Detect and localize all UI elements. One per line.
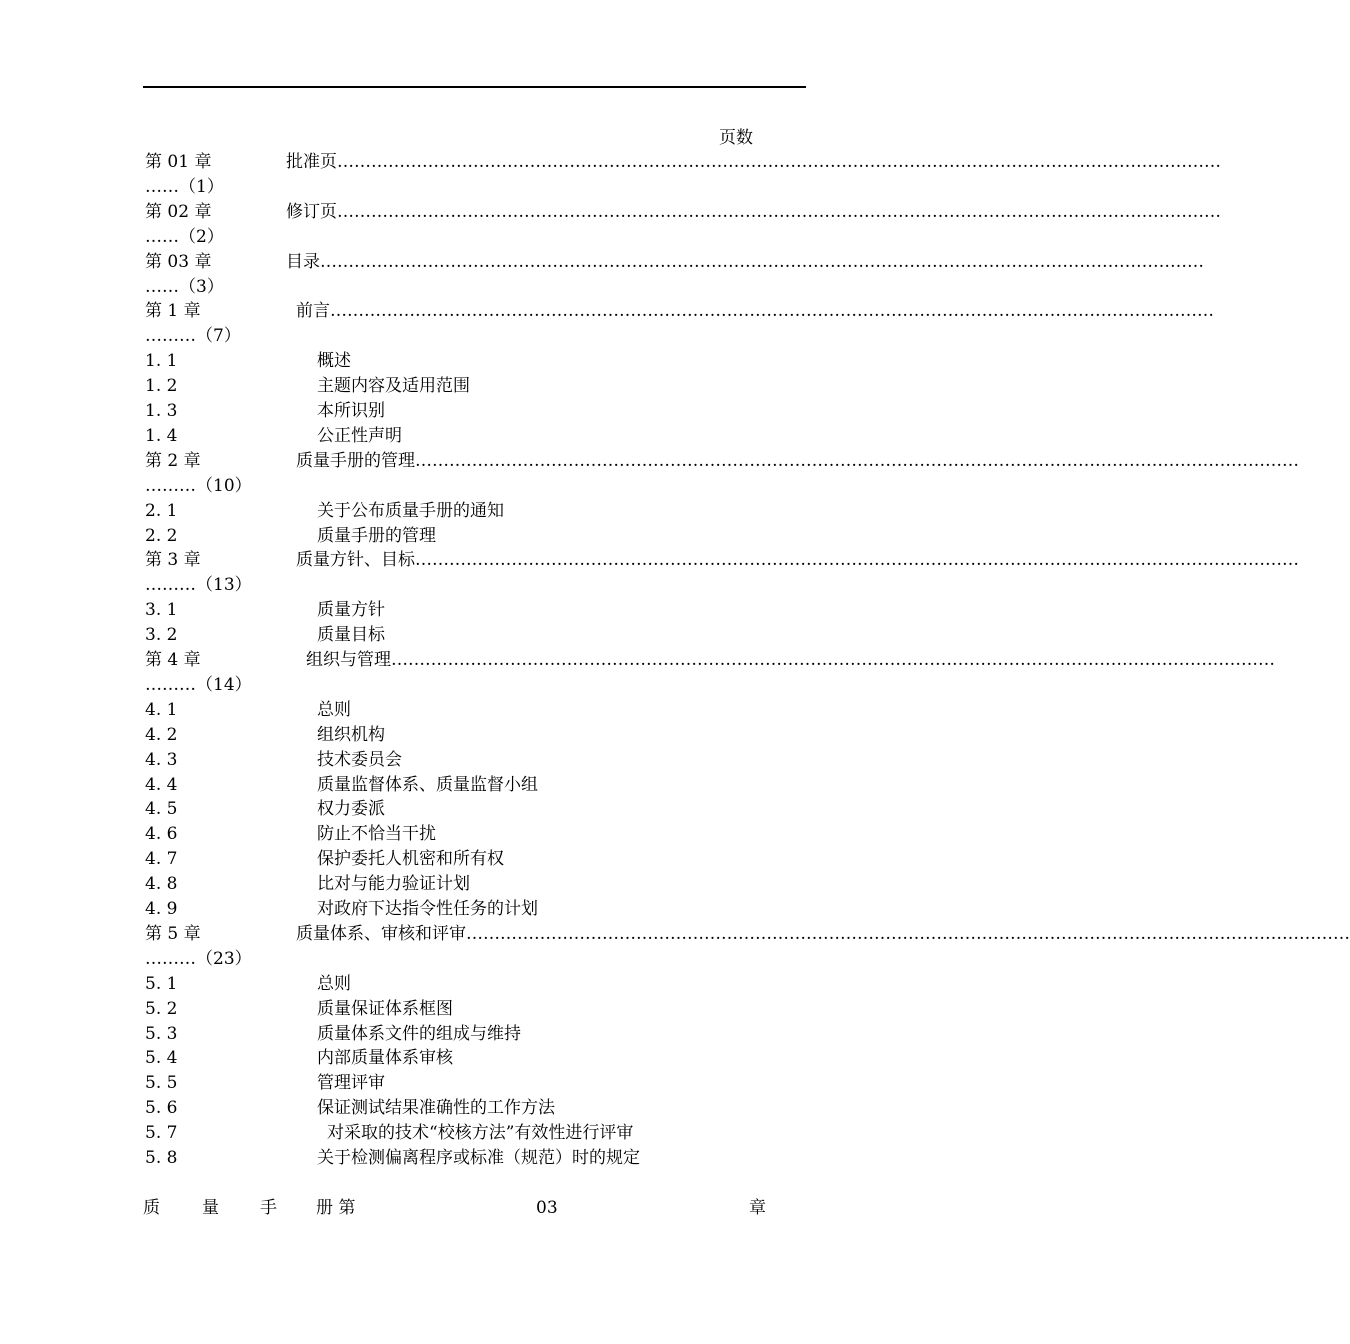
chapter-title: 质量体系、审核和评审 xyxy=(296,923,466,944)
section-title: 总则 xyxy=(317,973,351,994)
section-number: 5. 5 xyxy=(145,1073,178,1094)
section-number: 4. 1 xyxy=(145,699,178,720)
chapter-title: 批准页 xyxy=(286,152,337,172)
section-number: 4. 3 xyxy=(145,749,178,770)
section-number: 5. 2 xyxy=(145,998,178,1019)
chapter-number: 第 5 章 xyxy=(145,923,201,944)
section-number: 4. 9 xyxy=(145,899,178,919)
chapter-title: 质量方针、目标 xyxy=(296,550,415,571)
section-title: 对采取的技术“校核方法”有效性进行评审 xyxy=(327,1123,634,1144)
section-number: 5. 1 xyxy=(145,973,178,994)
chapter-title: 组织与管理 xyxy=(306,650,391,670)
footer-char-1: 质 xyxy=(143,1198,160,1218)
chapter-number: 第 1 章 xyxy=(145,301,201,322)
section-title: 对政府下达指令性任务的计划 xyxy=(317,899,538,919)
section-title: 权力委派 xyxy=(317,799,385,820)
section-number: 3. 2 xyxy=(145,625,178,646)
section-number: 1. 3 xyxy=(145,401,178,421)
chapter-page-number: ………（14） xyxy=(145,674,252,695)
section-number: 2. 2 xyxy=(145,525,178,546)
section-number: 4. 2 xyxy=(145,724,178,745)
leader-dots: ………………………………………………………………………………………………………………………………………… xyxy=(337,201,1221,222)
section-title: 保证测试结果准确性的工作方法 xyxy=(317,1098,555,1119)
section-number: 5. 8 xyxy=(145,1148,178,1168)
section-number: 5. 6 xyxy=(145,1098,178,1119)
chapter-number: 第 3 章 xyxy=(145,550,201,571)
leader-dots: ………………………………………………………………………………………………………………………………………… xyxy=(391,650,1275,670)
section-title: 内部质量体系审核 xyxy=(317,1048,453,1069)
chapter-title: 质量手册的管理 xyxy=(296,450,415,471)
leader-dots: ………………………………………………………………………………………………………………………………………… xyxy=(337,152,1221,172)
leader-dots: ………………………………………………………………………………………………………………………………………… xyxy=(330,301,1214,322)
footer-char-2: 量 xyxy=(202,1198,219,1218)
section-number: 4. 7 xyxy=(145,849,178,870)
header-rule xyxy=(143,86,806,88)
chapter-number: 第 2 章 xyxy=(145,450,201,471)
page-column-header: 页数 xyxy=(719,128,753,148)
chapter-page-number: ………（13） xyxy=(145,575,252,596)
section-title: 质量监督体系、质量监督小组 xyxy=(317,774,538,795)
section-title: 比对与能力验证计划 xyxy=(317,874,470,895)
section-title: 质量方针 xyxy=(317,600,385,621)
chapter-number: 第 4 章 xyxy=(145,650,201,670)
section-title: 保护委托人机密和所有权 xyxy=(317,849,504,870)
chapter-page-number: ……（2） xyxy=(145,226,224,247)
chapter-page-number: ……（1） xyxy=(145,176,224,197)
chapter-page-number: ………（7） xyxy=(145,326,241,347)
chapter-page-number: ……（3） xyxy=(145,276,224,297)
chapter-page-number: ………（10） xyxy=(145,475,252,496)
section-title: 公正性声明 xyxy=(317,425,402,446)
section-number: 2. 1 xyxy=(145,500,178,521)
section-title: 主题内容及适用范围 xyxy=(317,376,470,397)
section-number: 3. 1 xyxy=(145,600,178,621)
section-title: 技术委员会 xyxy=(317,749,402,770)
section-title: 概述 xyxy=(317,351,351,372)
section-number: 4. 5 xyxy=(145,799,178,820)
section-number: 1. 2 xyxy=(145,376,178,397)
chapter-number: 第 03 章 xyxy=(145,251,212,272)
section-number: 1. 1 xyxy=(145,351,178,372)
section-title: 防止不恰当干扰 xyxy=(317,824,436,845)
footer-char-4: 册 第 xyxy=(316,1198,356,1218)
section-title: 质量保证体系框图 xyxy=(317,998,453,1019)
chapter-number: 第 02 章 xyxy=(145,201,212,222)
section-title: 关于检测偏离程序或标准（规范）时的规定 xyxy=(317,1148,640,1168)
section-title: 本所识别 xyxy=(317,401,385,421)
section-title: 质量手册的管理 xyxy=(317,525,436,546)
footer-chapter-suffix: 章 xyxy=(749,1198,766,1218)
section-title: 总则 xyxy=(317,699,351,720)
section-number: 5. 3 xyxy=(145,1023,178,1044)
section-title: 关于公布质量手册的通知 xyxy=(317,500,504,521)
section-title: 管理评审 xyxy=(317,1073,385,1094)
leader-dots: ………………………………………………………………………………………………………………………………………… xyxy=(415,450,1299,471)
leader-dots: ………………………………………………………………………………………………………………………………………… xyxy=(466,923,1350,944)
chapter-title: 前言 xyxy=(296,301,330,322)
leader-dots: ………………………………………………………………………………………………………………………………………… xyxy=(320,251,1204,272)
section-number: 5. 7 xyxy=(145,1123,178,1144)
section-number: 4. 6 xyxy=(145,824,178,845)
footer-char-3: 手 xyxy=(260,1198,277,1218)
section-number: 4. 4 xyxy=(145,774,178,795)
section-title: 质量体系文件的组成与维持 xyxy=(317,1023,521,1044)
leader-dots: ………………………………………………………………………………………………………………………………………… xyxy=(415,550,1299,571)
chapter-title: 目录 xyxy=(286,251,320,272)
section-number: 4. 8 xyxy=(145,874,178,895)
section-title: 组织机构 xyxy=(317,724,385,745)
chapter-title: 修订页 xyxy=(286,201,337,222)
footer-chapter-number: 03 xyxy=(536,1198,558,1218)
section-number: 5. 4 xyxy=(145,1048,178,1069)
chapter-number: 第 01 章 xyxy=(145,152,212,172)
chapter-page-number: ………（23） xyxy=(145,948,252,969)
section-title: 质量目标 xyxy=(317,625,385,646)
section-number: 1. 4 xyxy=(145,425,178,446)
